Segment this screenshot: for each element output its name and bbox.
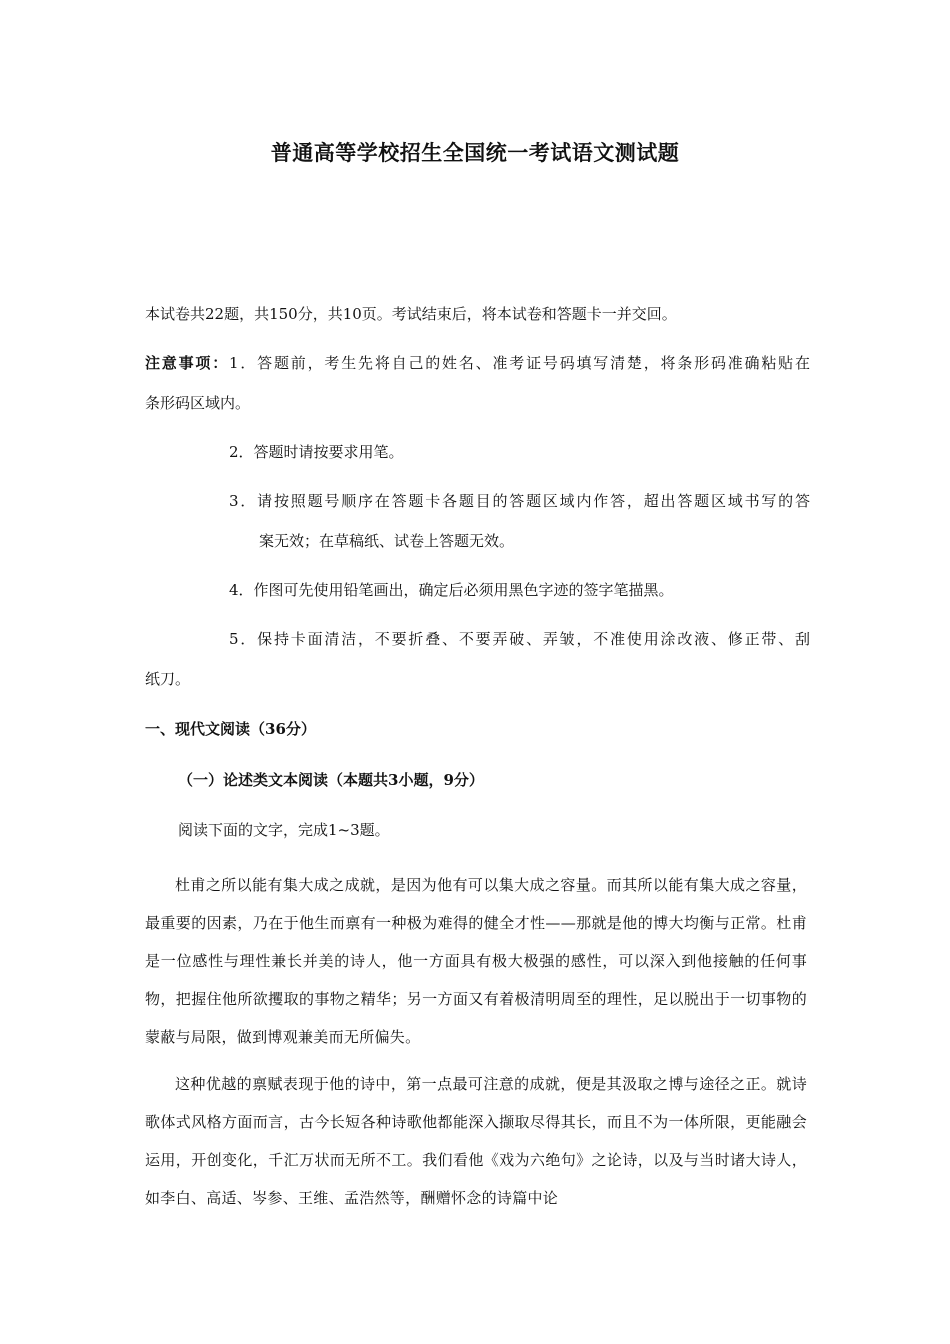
passage-paragraph-1: 杜甫之所以能有集大成之成就，是因为他有可以集大成之容量。而其所以能有集大成之容量，最重要的因素，乃在于他生而禀有一种极为难得的健全才性——那就是他的博大均衡与正常。杜甫是一位感性与理性兼长并美的诗人，他一方面具有极大极强的感性，可以深入到他接触的任何事物，把握住他所欲攫取的事物之精华；另一方面又有着极清明周至的理性，足以脱出于一切事物的蒙蔽与局限，做到博观兼美而无所偏失。 <box>145 876 807 1046</box>
exam-title: 普通高等学校招生全国统一考试语文测试题 <box>270 140 680 165</box>
notice-item-5-line-2: 纸刀。 <box>145 670 191 688</box>
notice-item-3-line-2: 案无效；在草稿纸、试卷上答题无效。 <box>259 532 515 550</box>
section-heading: 一、现代文阅读（36分） <box>145 720 316 738</box>
notice-item-1-line-1 <box>145 356 810 371</box>
passage-paragraph-2: 这种优越的禀赋表现于他的诗中，第一点最可注意的成就，便是其汲取之博与途径之正。就诗歌体式风格方面而言，古今长短各种诗歌他都能深入撷取尽得其长，而且不为一体所限，更能融会运用，开创变化，千汇万状而无所不工。我们看他《戏为六绝句》之论诗，以及与当时诸大诗人，如李白、高适、岑参、王维、孟浩然等，酬赠怀念的诗篇中论 <box>145 1075 807 1207</box>
notice-item-4: 4．作图可先使用铅笔画出，确定后必须用黑色字迹的签字笔描黑。 <box>229 581 674 599</box>
notice-label: 注意事项： <box>145 354 230 372</box>
notice-item-2: 2．答题时请按要求用笔。 <box>229 443 404 461</box>
subsection-heading: （一）论述类文本阅读（本题共3小题，9分） <box>178 771 484 789</box>
notice-item-5-line-1: 5．保持卡面清洁，不要折叠、不要弄破、弄皱，不准使用涂改液、修正带、刮 <box>229 630 810 648</box>
intro-text: 本试卷共22题，共150分，共10页。考试结束后，将本试卷和答题卡一并交回。 <box>145 305 677 323</box>
notice-item-3-line-1: 3．请按照题号顺序在答题卡各题目的答题区域内作答，超出答题区域书写的答 <box>229 492 810 510</box>
notice-item-1-line-2: 条形码区域内。 <box>145 394 251 412</box>
notice-item-1-text: 1．答题前，考生先将自己的姓名、准考证号码填写清楚，将条形码准确粘贴在 <box>229 354 810 372</box>
reading-instruction: 阅读下面的文字，完成1~3题。 <box>178 821 390 839</box>
